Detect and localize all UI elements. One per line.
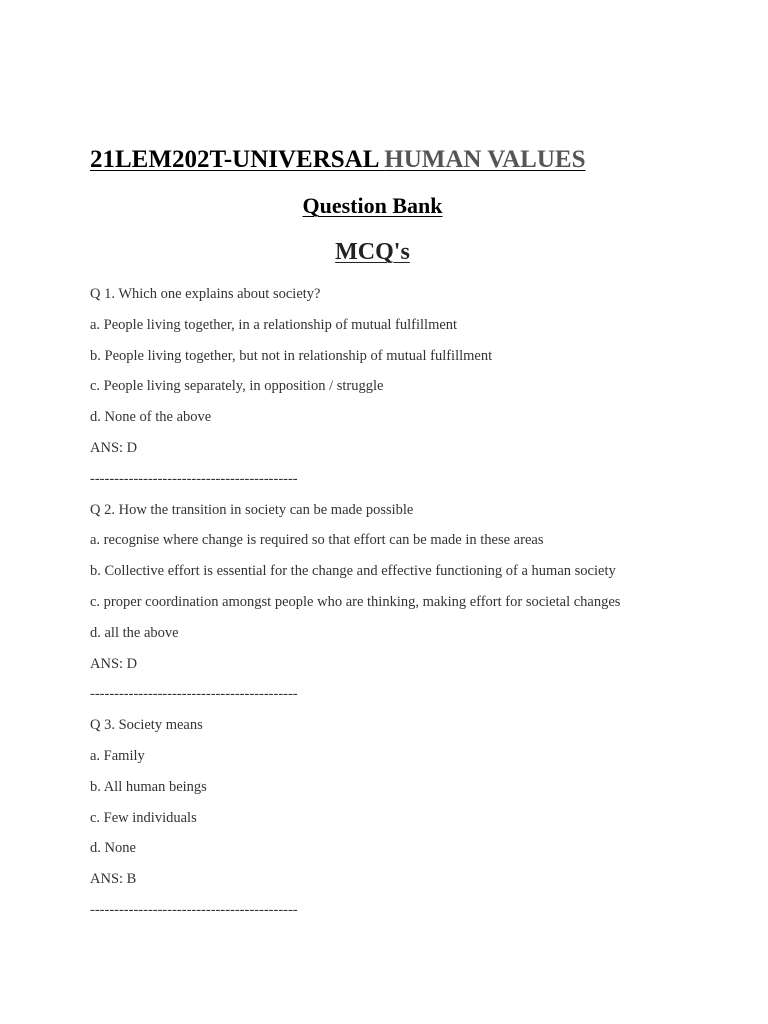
document-title xyxy=(90,146,585,174)
answer-option: a. Family xyxy=(90,747,145,764)
answer-option: c. proper coordination amongst people who are thinking, making effort for societal changes xyxy=(90,593,621,610)
answer-option: b. Collective effort is essential for the change and effective functioning of a human society xyxy=(90,563,616,580)
answer-option: d. None of the above xyxy=(90,409,212,426)
question-separator: ------------------------------------------- xyxy=(90,901,298,918)
answer-option: a. People living together, in a relationship of mutual fulfillment xyxy=(90,316,458,333)
answer-key: ANS: B xyxy=(90,871,137,888)
answer-key: ANS: D xyxy=(90,439,138,456)
question-text: Q 1. Which one explains about society? xyxy=(90,286,321,302)
mcq-heading: MCQ's xyxy=(335,239,410,265)
question-list xyxy=(90,285,750,932)
answer-option: a. recognise where change is required so that effort can be made in these areas xyxy=(90,532,544,549)
answer-option: d. None xyxy=(90,840,136,857)
title-course-code: 21LEM202T-UNIVERSAL xyxy=(90,146,385,173)
question-separator: ------------------------------------------- xyxy=(90,686,298,703)
answer-option: b. All human beings xyxy=(90,778,207,795)
question-separator: ------------------------------------------- xyxy=(90,470,298,487)
answer-key: ANS: D xyxy=(90,655,138,672)
answer-option: d. all the above xyxy=(90,624,179,641)
question-text: Q 2. How the transition in society can be made possible xyxy=(90,501,414,518)
title-course-name: HUMAN VALUES xyxy=(384,146,586,173)
answer-option: c. People living separately, in opposition / struggle xyxy=(90,378,384,395)
question-bank-heading: Question Bank xyxy=(302,193,443,218)
answer-option: c. Few individuals xyxy=(90,809,197,826)
answer-option: b. People living together, but not in relationship of mutual fulfillment xyxy=(90,347,493,364)
question-text: Q 3. Society means xyxy=(90,717,203,734)
